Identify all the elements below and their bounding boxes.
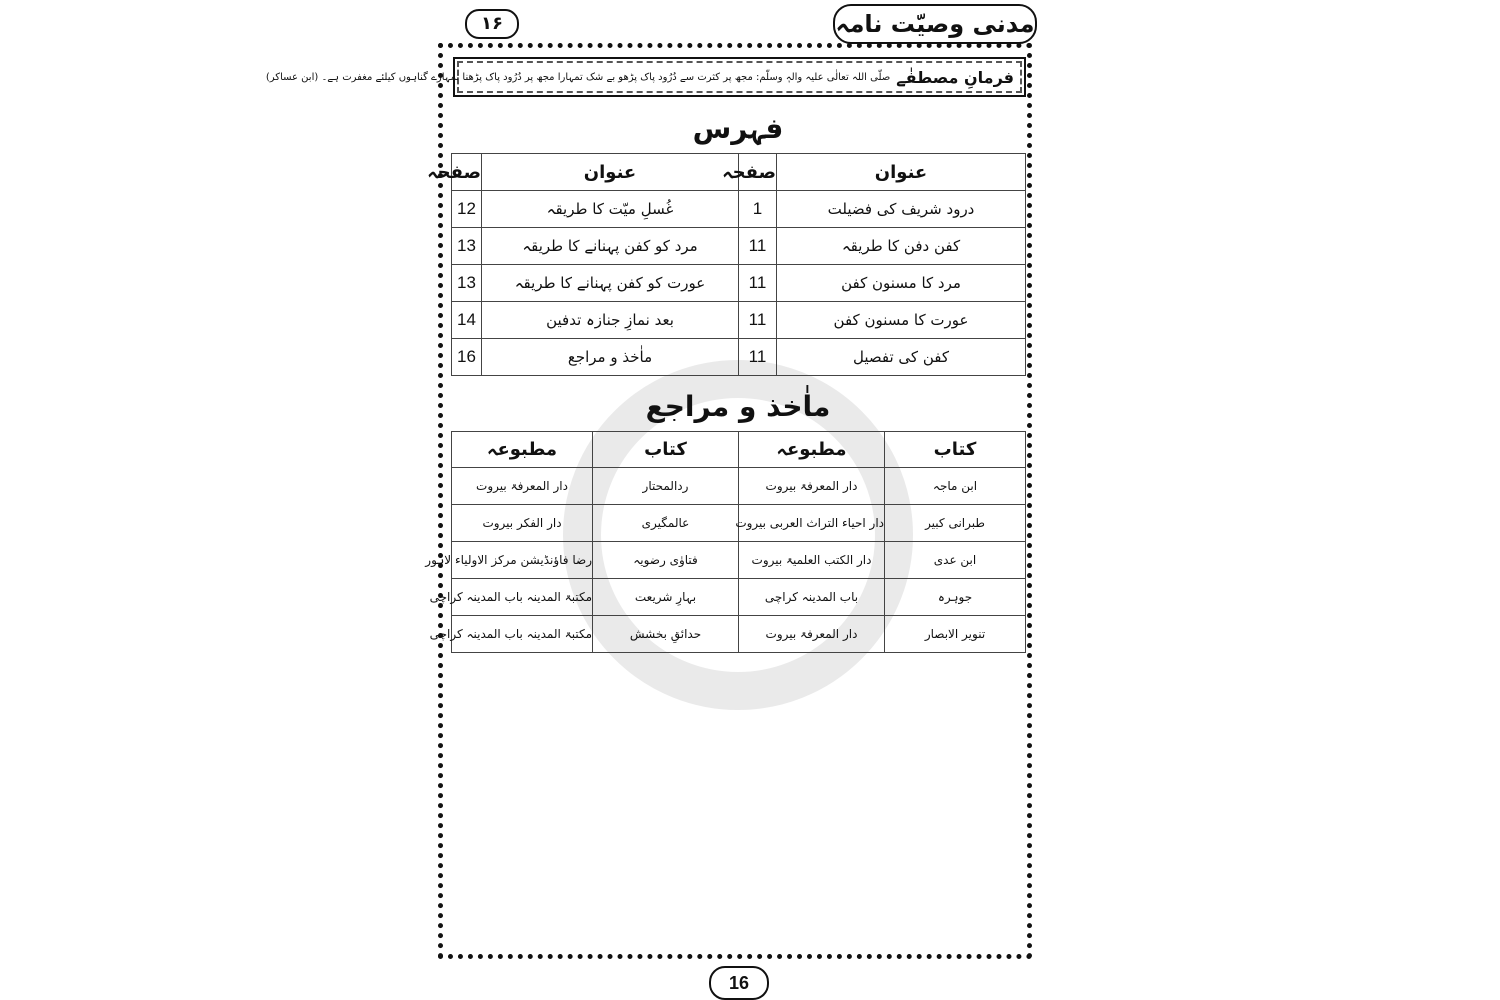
publisher-cell: دار الکتب العلمیۃ بیروت [739, 542, 885, 579]
page-cell: 14 [452, 302, 482, 339]
page-cell: 12 [452, 191, 482, 228]
column-header: صفحہ [739, 154, 777, 191]
references-table [425, 431, 1026, 653]
table-row [452, 339, 1026, 376]
book-cell: عالمگیری [593, 505, 739, 542]
publisher-cell: باب المدینہ کراچی [739, 579, 885, 616]
column-header: مطبوعہ [452, 432, 593, 468]
column-header: کتاب [885, 432, 1026, 468]
book-cell: بہارِ شریعت [593, 579, 739, 616]
banner-text: صلّی اللہ تعالٰی علیہ والہٖ وسلّم: مجھ پر کثرت سے دُرُود پاک پڑھو بے شک تمہارا مجھ پر دُرُود پاک پڑھنا تمہارے گناہوں کیلئے مغفرت ہے۔ (ابن عساکر) [265, 71, 891, 83]
page-cell: 11 [739, 302, 777, 339]
table-row [452, 579, 1026, 616]
publisher-cell: دار المعرفۃ بیروت [739, 468, 885, 505]
page-cell: 11 [739, 265, 777, 302]
publisher-cell: مکتبۃ المدینہ باب المدینہ کراچی [452, 616, 593, 653]
table-row [452, 191, 1026, 228]
topic-cell: عورت کو کفن پہنانے کا طریقہ [482, 265, 739, 302]
header-page-number: ۱۶ [465, 9, 519, 39]
table-header-row [452, 154, 1026, 191]
publisher-cell: دار الفکر بیروت [452, 505, 593, 542]
publisher-cell: مکتبۃ المدینہ باب المدینہ کراچی [452, 579, 593, 616]
references-title: ماٰخذ و مراجع [645, 390, 831, 423]
topic-cell: عورت کا مسنون کفن [777, 302, 1026, 339]
table-row [452, 468, 1026, 505]
topic-cell: غُسلِ میّت کا طریقہ [482, 191, 739, 228]
page-cell: 11 [739, 228, 777, 265]
topic-cell: مرد کا مسنون کفن [777, 265, 1026, 302]
publisher-cell: رضا فاؤنڈیشن مرکز الاولیاء لاہور [452, 542, 593, 579]
column-header: عنوان [777, 154, 1026, 191]
page-cell: 13 [452, 228, 482, 265]
page-cell: 16 [452, 339, 482, 376]
table-row [452, 228, 1026, 265]
book-cell: طبرانی کبیر [885, 505, 1026, 542]
publisher-cell: دار المعرفۃ بیروت [739, 616, 885, 653]
topic-cell: مرد کو کفن پہنانے کا طریقہ [482, 228, 739, 265]
table-row [452, 265, 1026, 302]
book-cell: جوہرہ [885, 579, 1026, 616]
book-cell: ابن ماجہ [885, 468, 1026, 505]
table-row [452, 616, 1026, 653]
column-header: صفحہ [452, 154, 482, 191]
column-header: مطبوعہ [739, 432, 885, 468]
banner-label: فرمانِ مصطفٰے [896, 67, 1014, 87]
book-cell: ابن عدی [885, 542, 1026, 579]
column-header: کتاب [593, 432, 739, 468]
hadith-banner [265, 57, 1026, 97]
topic-cell: درود شریف کی فضیلت [777, 191, 1026, 228]
book-cell: حدائقِ بخشش [593, 616, 739, 653]
publisher-cell: دار المعرفۃ بیروت [452, 468, 593, 505]
index-title: فہرس [692, 112, 784, 145]
topic-cell: بعد نمازِ جنازہ تدفین [482, 302, 739, 339]
book-cell: فتاوٰی رضویہ [593, 542, 739, 579]
column-header: عنوان [482, 154, 739, 191]
page-cell: 1 [739, 191, 777, 228]
footer-page-number: 16 [709, 966, 769, 1000]
page-cell: 13 [452, 265, 482, 302]
topic-cell: ماٰخذ و مراجع [482, 339, 739, 376]
table-row [452, 542, 1026, 579]
table-header-row [452, 432, 1026, 468]
publisher-cell: دار احیاء التراث العربی بیروت [739, 505, 885, 542]
index-table [427, 153, 1026, 376]
book-cell: ردالمحتار [593, 468, 739, 505]
table-row [452, 505, 1026, 542]
topic-cell: کفن کی تفصیل [777, 339, 1026, 376]
book-cell: تنویر الابصار [885, 616, 1026, 653]
page-cell: 11 [739, 339, 777, 376]
book-title: مدنی وصیّت نامہ [833, 4, 1037, 44]
table-row [452, 302, 1026, 339]
topic-cell: کفن دفن کا طریقہ [777, 228, 1026, 265]
